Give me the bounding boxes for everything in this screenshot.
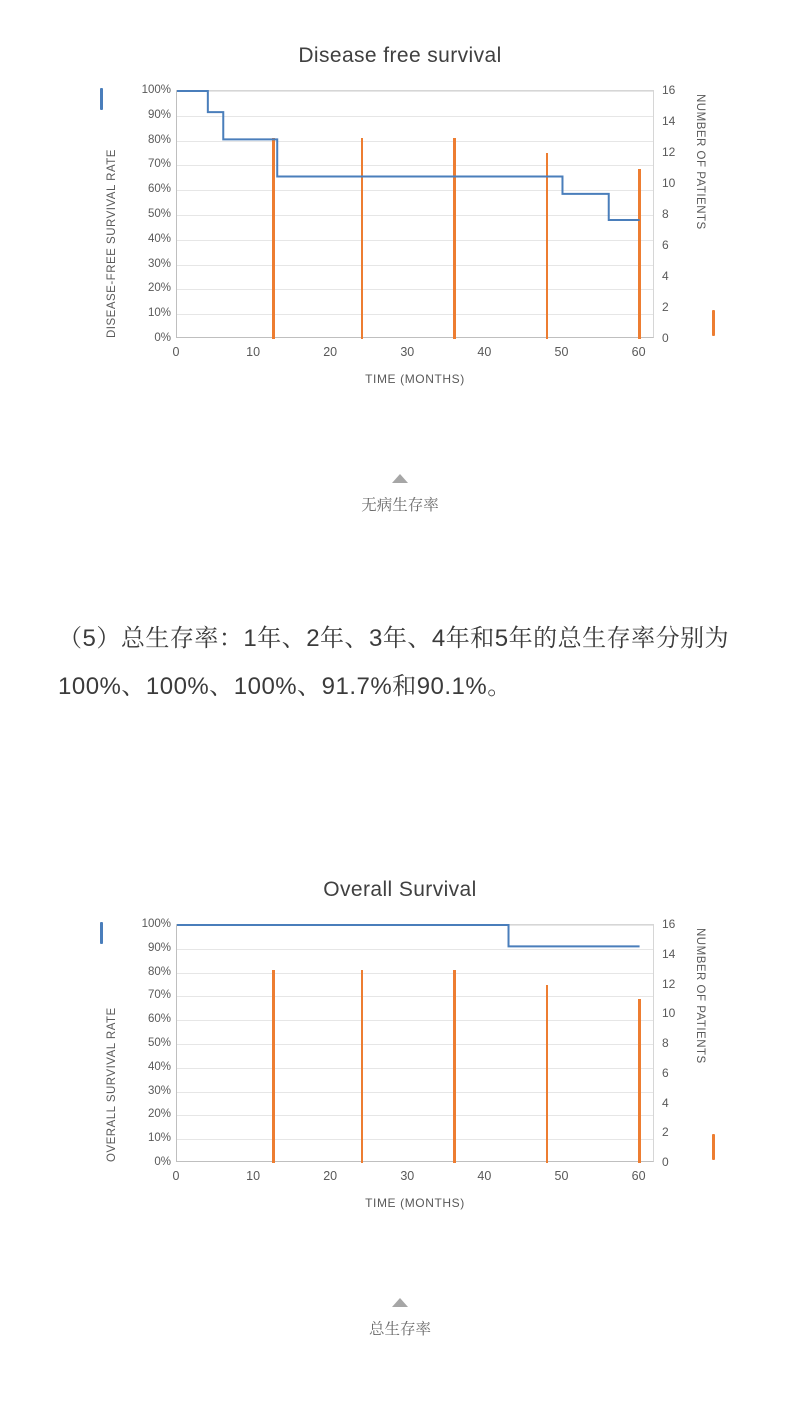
secondary-y-axis-tick-label: 12 <box>662 145 676 159</box>
survival-curve <box>177 91 655 339</box>
legend-mark-survival-line <box>100 922 103 944</box>
chart-canvas-overall-survival <box>80 914 720 1274</box>
x-axis-tick-label: 20 <box>323 1169 338 1183</box>
y-axis-tick-label: 0% <box>154 1156 171 1168</box>
x-axis-tick-label: 60 <box>631 1169 646 1183</box>
y-axis-tick-label: 40% <box>147 232 171 245</box>
x-axis-tick-label: 40 <box>477 345 492 359</box>
figure-caption: 无病生存率 <box>361 497 439 514</box>
secondary-y-axis-tick-label: 4 <box>662 1095 669 1110</box>
y-axis-title: OVERALL SURVIVAL RATE <box>106 1007 118 1162</box>
secondary-y-axis-tick-label: 2 <box>662 1125 669 1140</box>
figure-disease-free-survival <box>0 44 800 514</box>
x-axis-tick-label: 20 <box>323 345 338 359</box>
y-axis-tick-label: 90% <box>147 941 171 954</box>
triangle-up-icon <box>392 474 408 483</box>
y-axis-tick-label: 70% <box>147 158 171 171</box>
secondary-y-axis-title: NUMBER OF PATIENTS <box>694 928 706 1064</box>
y-axis-tick-label: 10% <box>147 307 171 320</box>
legend-mark-patient-bars <box>712 1134 715 1160</box>
secondary-y-axis-tick-label: 6 <box>662 238 669 252</box>
secondary-y-axis-tick-label: 12 <box>662 976 676 991</box>
y-axis-tick-label: 60% <box>147 1013 171 1026</box>
secondary-y-axis-tick-label: 16 <box>662 917 676 931</box>
x-axis-title: TIME (MONTHS) <box>365 372 465 386</box>
plot-area <box>176 90 654 338</box>
y-axis-tick-label: 90% <box>147 108 171 121</box>
secondary-y-axis-tick-label: 10 <box>662 1006 676 1021</box>
figure-caption: 总生存率 <box>368 1321 431 1338</box>
y-axis-tick-label: 20% <box>147 1108 171 1121</box>
triangle-up-icon <box>392 1298 408 1307</box>
x-axis-tick-label: 50 <box>554 1169 569 1183</box>
secondary-y-axis-tick-label: 4 <box>662 269 669 283</box>
y-axis-tick-label: 20% <box>147 282 171 295</box>
y-axis-tick-label: 50% <box>147 1037 171 1049</box>
x-axis-tick-label: 0 <box>172 1169 180 1183</box>
chart-title: Disease free survival <box>298 44 502 67</box>
secondary-y-axis-tick-label: 0 <box>662 331 669 345</box>
secondary-y-axis-tick-label: 0 <box>662 1155 669 1169</box>
y-axis-tick-label: 50% <box>147 208 171 220</box>
secondary-y-axis-tick-label: 8 <box>662 1036 669 1050</box>
y-axis-tick-label: 60% <box>147 183 171 196</box>
legend-mark-survival-line <box>100 88 103 110</box>
y-axis-tick-label: 30% <box>147 1084 171 1097</box>
x-axis-tick-label: 10 <box>246 345 261 359</box>
x-axis-tick-label: 60 <box>631 345 646 359</box>
chart-canvas-disease-free-survival <box>80 80 720 450</box>
y-axis-tick-label: 100% <box>141 918 171 930</box>
secondary-y-axis-tick-label: 14 <box>662 114 676 128</box>
x-axis-tick-label: 10 <box>246 1169 261 1183</box>
y-axis-tick-label: 100% <box>141 84 171 96</box>
legend-mark-patient-bars <box>712 310 715 336</box>
y-axis-tick-label: 40% <box>147 1060 171 1073</box>
y-axis-tick-label: 80% <box>147 965 171 978</box>
body-paragraph: （5）总生存率：1年、2年、3年、4年和5年的总生存率分别为100%、100%、100%、91.7%和90.1%。 <box>58 625 730 700</box>
secondary-y-axis-tick-label: 6 <box>662 1065 669 1080</box>
secondary-y-axis-tick-label: 10 <box>662 176 676 190</box>
secondary-y-axis-tick-label: 2 <box>662 300 669 314</box>
figure-caption-block <box>0 1298 800 1339</box>
x-axis-tick-label: 30 <box>400 345 415 359</box>
x-axis-title: TIME (MONTHS) <box>365 1196 465 1210</box>
y-axis-tick-label: 80% <box>147 133 171 146</box>
plot-area <box>176 924 654 1162</box>
secondary-y-axis-title: NUMBER OF PATIENTS <box>694 94 706 230</box>
x-axis-tick-label: 30 <box>400 1169 415 1183</box>
chart-title: Overall Survival <box>323 878 477 901</box>
secondary-y-axis-tick-label: 14 <box>662 946 676 961</box>
y-axis-tick-label: 70% <box>147 989 171 1002</box>
y-axis-title: DISEASE-FREE SURVIVAL RATE <box>106 149 118 338</box>
secondary-y-axis-tick-label: 8 <box>662 207 669 221</box>
survival-curve <box>177 925 655 1163</box>
y-axis-tick-label: 10% <box>147 1132 171 1145</box>
x-axis-tick-label: 40 <box>477 1169 492 1183</box>
y-axis-tick-label: 30% <box>147 257 171 270</box>
figure-caption-block <box>0 474 800 515</box>
secondary-y-axis-tick-label: 16 <box>662 83 676 97</box>
x-axis-tick-label: 50 <box>554 345 569 359</box>
y-axis-tick-label: 0% <box>154 332 171 344</box>
x-axis-tick-label: 0 <box>172 345 180 359</box>
figure-overall-survival <box>0 878 800 1338</box>
